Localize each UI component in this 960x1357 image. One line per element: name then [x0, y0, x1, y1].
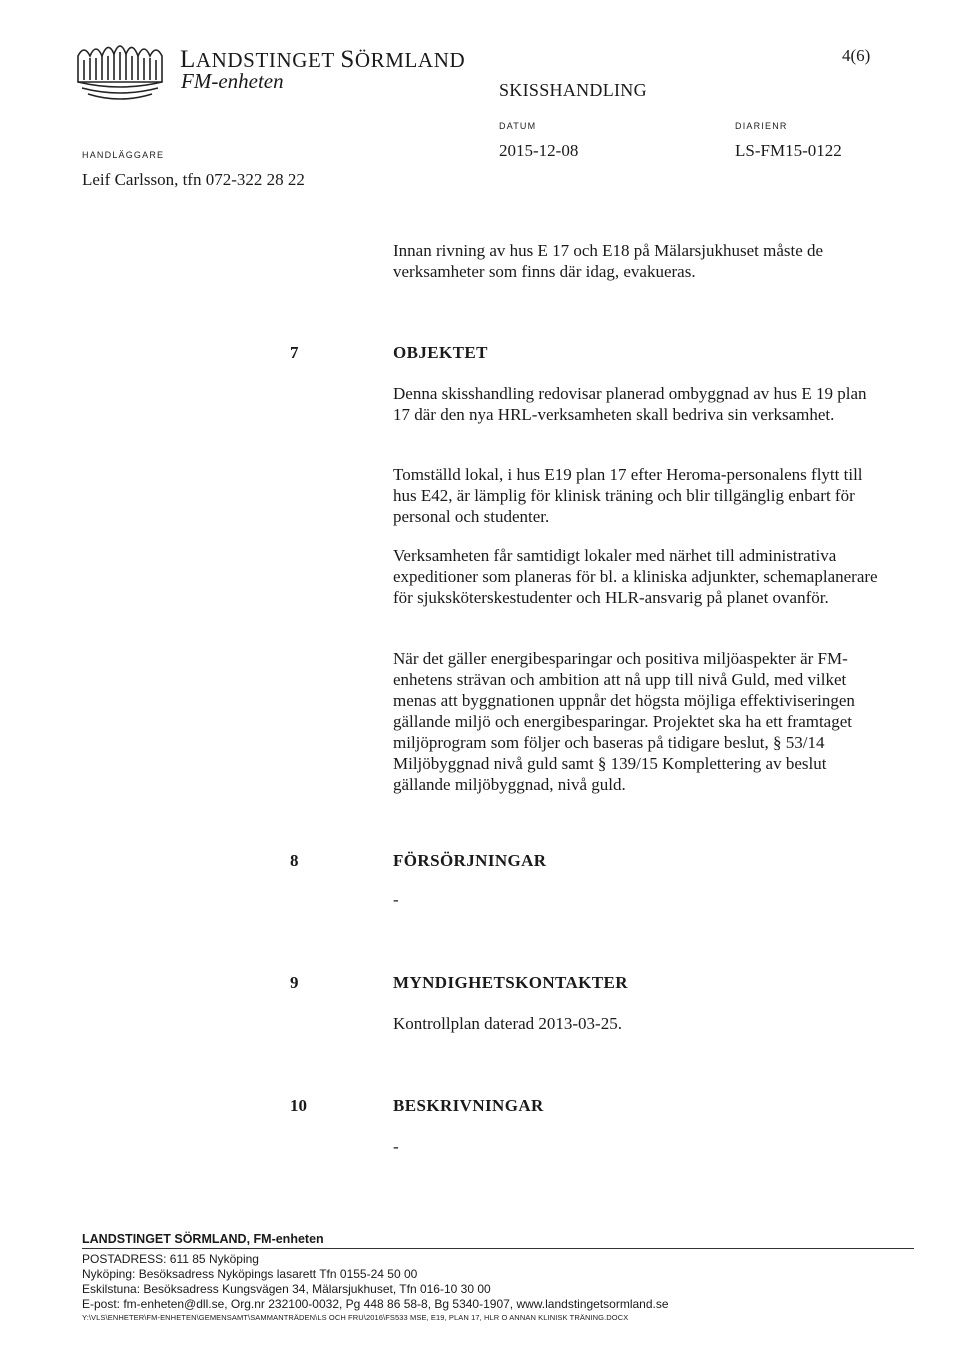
footer-title: LANDSTINGET SÖRMLAND, FM-enheten [82, 1232, 324, 1246]
page-number: 4(6) [842, 46, 871, 65]
organization-name: LANDSTINGET SÖRMLAND [180, 46, 466, 73]
section-10-content: - [393, 1137, 399, 1156]
contact-person: Leif Carlsson, tfn 072-322 28 22 [82, 170, 305, 189]
footer-divider [82, 1248, 914, 1249]
section-number: 10 [290, 1096, 307, 1115]
date-value: 2015-12-08 [499, 141, 579, 160]
section-9-content: Kontrollplan daterad 2013-03-25. [393, 1014, 622, 1033]
intro-paragraph: Innan rivning av hus E 17 och E18 på Mälarsjukhuset måste de verksamheter som finns där idag, evakueras. [393, 241, 824, 281]
diarienr-value: LS-FM15-0122 [735, 141, 842, 160]
footer-email-line: E-post: fm-enheten@dll.se, Org.nr 232100-0032, Pg 448 86 58-8, Bg 5340-1907, www.landstingetsormland.se [82, 1297, 669, 1311]
footer-eskilstuna-address: Eskilstuna: Besöksadress Kungsvägen 34, Mälarsjukhuset, Tfn 016-10 30 00 [82, 1282, 491, 1296]
section-number: 9 [290, 973, 299, 992]
section-9-heading [0, 973, 960, 997]
section-number: 7 [290, 343, 299, 362]
section-7-paragraph: Verksamheten får samtidigt lokaler med närhet till administrativa expeditioner som planeras för bl. a kliniska adjunkter, schemaplanerare för sjuksköterskestudenter och HLR-ansvarig på planet ovanför. [393, 546, 878, 607]
footer-postal-address: POSTADRESS: 611 85 Nyköping [82, 1252, 259, 1266]
section-title: FÖRSÖRJNINGAR [393, 851, 547, 870]
section-7-paragraph: När det gäller energibesparingar och positiva miljöaspekter är FM-enhetens strävan och ambition att nå upp till nivå Guld, med vilket menas att byggnationen uppnår det högsta möjliga effektiviseringen gällande miljö och energibesparingar. Projektet ska ha ett framtaget miljöprogram som följer och baseras på tidigare beslut, § 53/14 Miljöbyggnad nivå guld samt § 139/15 Komplettering av beslut gällande miljöbyggnad, nivå guld. [393, 649, 855, 794]
date-label: DATUM [499, 121, 537, 131]
section-10-heading [0, 1096, 960, 1120]
section-title: MYNDIGHETSKONTAKTER [393, 973, 628, 992]
landstinget-crown-logo [74, 36, 166, 102]
section-title: BESKRIVNINGAR [393, 1096, 544, 1115]
footer-nykoping-address: Nyköping: Besöksadress Nyköpings lasarett Tfn 0155-24 50 00 [82, 1267, 418, 1281]
section-number: 8 [290, 851, 299, 870]
section-7-paragraph: Tomställd lokal, i hus E19 plan 17 efter Heroma-personalens flytt till hus E42, är lämplig för klinisk träning och blir tillgänglig enbart för personal och studenter. [393, 465, 863, 526]
section-8-heading [0, 851, 960, 875]
section-7-heading [0, 343, 960, 367]
document-type: SKISSHANDLING [499, 80, 647, 100]
section-title: OBJEKTET [393, 343, 488, 362]
organization-unit: FM-enheten [181, 69, 284, 93]
file-path: Y:\VLS\ENHETER\FM-ENHETEN\GEMENSAMT\SAMMANTRÄDEN\LS OCH FRU\2016\FS533 MSE, E19, PLAN 17, HLR O ANNAN KLINISK TRÄNING.DOCX [82, 1313, 629, 1322]
diarienr-label: DIARIENR [735, 121, 788, 131]
section-7-paragraph: Denna skisshandling redovisar planerad ombyggnad av hus E 19 plan 17 där den nya HRL-verksamheten skall bedriva sin verksamhet. [393, 384, 867, 424]
section-8-content: - [393, 890, 399, 909]
handlaggare-label: HANDLÄGGARE [82, 150, 165, 160]
